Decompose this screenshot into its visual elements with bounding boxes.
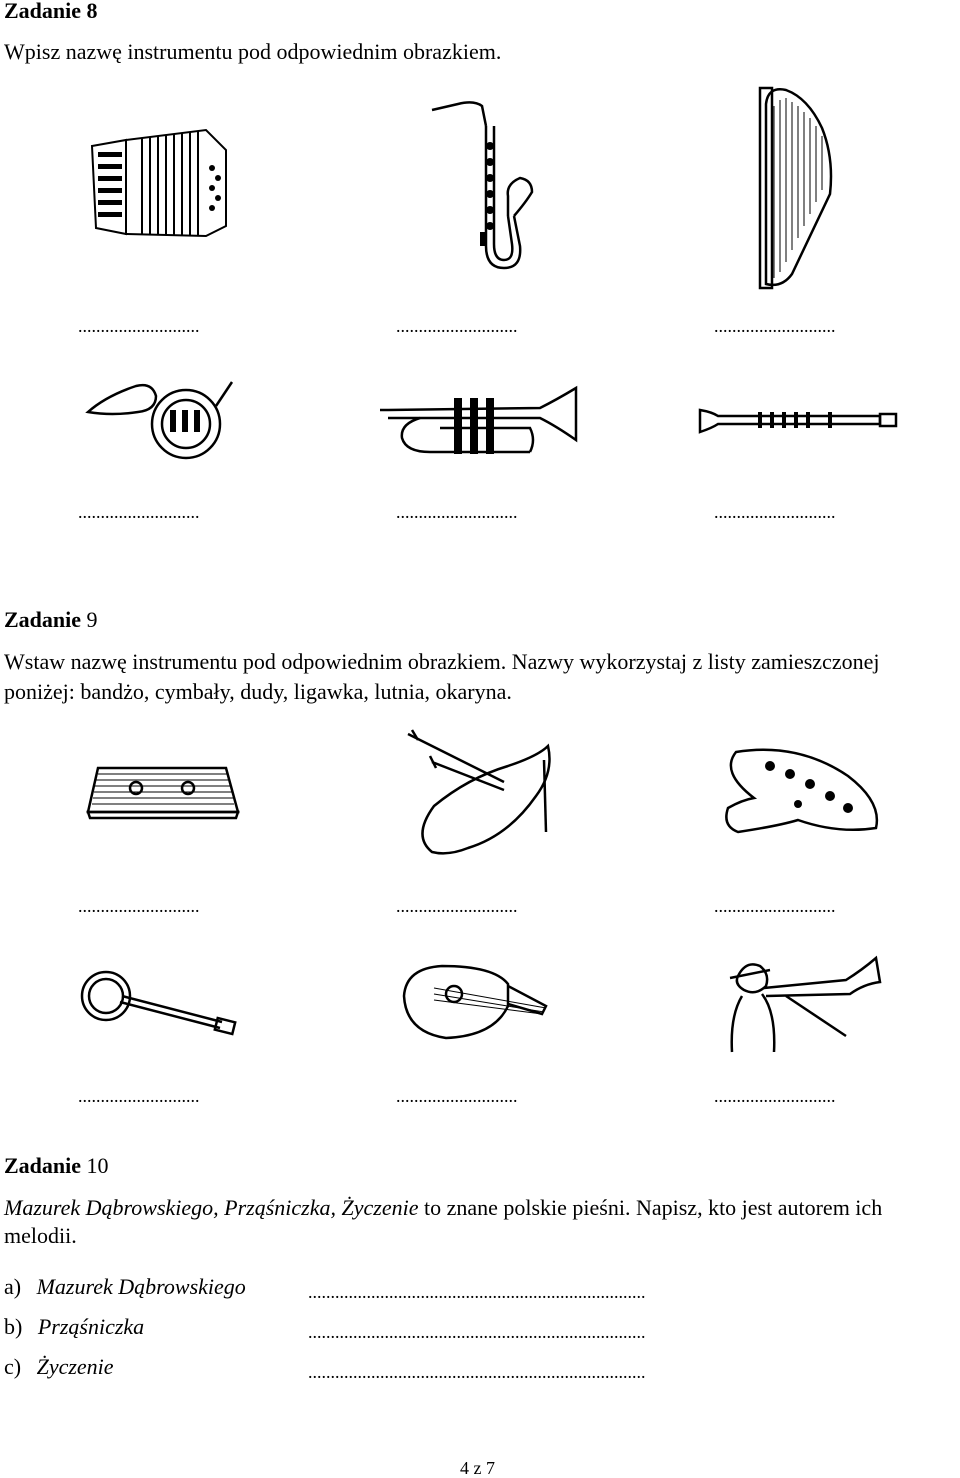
answer-line[interactable]: ........................... [714,896,836,916]
answer-line[interactable]: ........................... [714,1086,836,1106]
lute-icon [398,962,554,1042]
ocarina-icon [718,746,882,834]
answer-line[interactable]: ........................... [78,1086,200,1106]
task10-item-b [4,1314,144,1340]
answer-line[interactable]: ........................... [78,316,200,336]
banjo-icon [80,970,236,1036]
task9-instruction-line1: Wstaw nazwę instrumentu pod odpowiednim obrazkiem. Nazwy wykorzystaj z listy zamieszczonej [4,649,880,674]
item-letter: c) [4,1354,22,1379]
task10-heading-number: 10 [86,1153,109,1178]
ligawka-horn-player-icon [726,956,882,1054]
clarinet-icon [698,402,900,434]
item-letter: a) [4,1274,22,1299]
task10-intro-line2: melodii. [4,1223,77,1248]
answer-line[interactable]: ........................... [78,502,200,522]
item-answer-line[interactable]: ........................................................................... [308,1282,646,1302]
task10-song-titles: Mazurek Dąbrowskiego, Prząśniczka, Życzenie [4,1195,419,1220]
french-horn-icon [86,372,236,468]
task9-instruction-line2: poniżej: bandżo, cymbały, dudy, ligawka, lutnia, okaryna. [4,679,512,704]
page-number: 4 z 7 [460,1458,495,1478]
answer-line[interactable]: ........................... [714,502,836,522]
item-title: Prząśniczka [37,1314,145,1339]
task8-instruction: Wpisz nazwę instrumentu pod odpowiednim obrazkiem. [4,39,502,64]
task10-item-c [4,1354,114,1380]
task10-heading-label: Zadanie [4,1153,82,1178]
accordion-icon [86,128,236,243]
answer-line[interactable]: ........................... [396,502,518,522]
answer-line[interactable]: ........................... [396,1086,518,1106]
harp-icon [752,84,838,288]
task8-heading: Zadanie 8 [4,0,98,23]
bagpipe-icon [408,726,558,856]
task9-heading-number: 9 [86,607,98,632]
item-answer-line[interactable]: ........................................................................... [308,1362,646,1382]
answer-line[interactable]: ........................... [714,316,836,336]
task10-item-a [4,1274,246,1300]
task10-intro-rest: to znane polskie pieśni. Napisz, kto jest autorem ich [418,1195,883,1220]
trumpet-icon [380,384,580,464]
task9-heading [4,606,98,634]
answer-line[interactable]: ........................... [78,896,200,916]
saxophone-icon [428,96,538,276]
item-answer-line[interactable]: ........................................................................... [308,1322,646,1342]
dulcimer-icon [84,762,240,818]
item-title: Mazurek Dąbrowskiego [36,1274,246,1299]
task10-intro-line1 [4,1194,882,1222]
item-letter: b) [4,1314,23,1339]
answer-line[interactable]: ........................... [396,896,518,916]
task10-heading [4,1152,109,1180]
task9-heading-label: Zadanie [4,607,82,632]
answer-line[interactable]: ........................... [396,316,518,336]
item-title: Życzenie [36,1354,114,1379]
